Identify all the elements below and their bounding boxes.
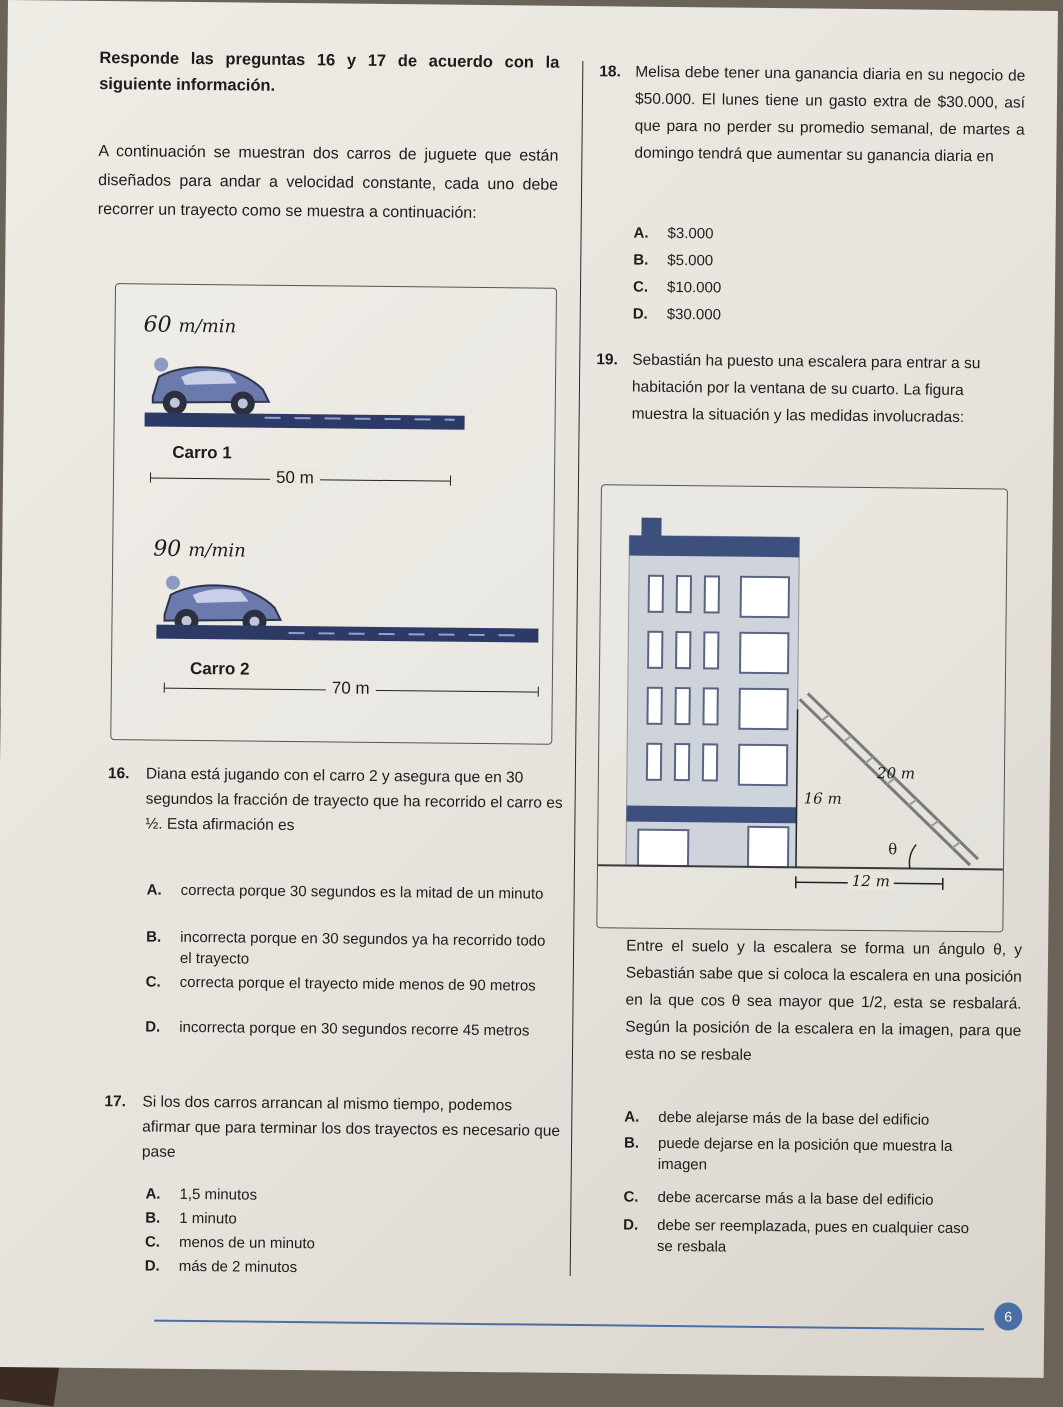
q19-option-d[interactable]: D. debe ser reemplazada, pues en cualquier caso se resbala xyxy=(623,1215,1023,1261)
q19-number: 19. xyxy=(596,346,618,373)
question-17 xyxy=(105,1089,565,1094)
car2-dim-tick-right xyxy=(538,687,539,697)
car2-label: Carro 2 xyxy=(190,659,250,680)
car1-distance: 50 m xyxy=(270,468,320,489)
q18-option-b[interactable]: B. $5.000 xyxy=(633,250,713,272)
cars-figure xyxy=(110,283,557,745)
q17-number: 17. xyxy=(104,1089,126,1114)
q16-option-c[interactable]: C. correcta porque el trayecto mide menos de 90 metros xyxy=(146,971,556,996)
car1-label: Carro 1 xyxy=(172,443,232,464)
q19-stem: Sebastián ha puesto una escalera para entrar a su habitación por la ventana de su cuarto. La figura muestra la situación y las medidas involucradas: xyxy=(632,347,1023,432)
q19-continuation: Entre el suelo y la escalera se forma un ángulo θ, y Sebastián sabe que si coloca la escalera en una posición en la que cos θ sea mayor que 1/2, esta se resbalará. Según la posición de la escalera en la imagen, para que esta no se resbale xyxy=(625,933,1022,1072)
intro-heading: Responde las preguntas 16 y 17 de acuerdo con la siguiente información. xyxy=(99,45,560,102)
q19-option-a[interactable]: A. debe alejarse más de la base del edificio xyxy=(624,1107,1024,1132)
q18-stem: Melisa debe tener una ganancia diaria en su negocio de $50.000. El lunes tiene un gasto extra de $30.000, así que para no perder su promedio semanal, de martes a domingo tendrá que aumentar su ganancia diaria en xyxy=(634,59,1025,171)
car2-speed-value: 90 xyxy=(153,537,181,562)
q17-option-a[interactable]: A. 1,5 minutos xyxy=(145,1184,257,1206)
height-label: 16 m xyxy=(804,789,842,807)
car1-icon xyxy=(145,354,276,417)
car2-distance: 70 m xyxy=(326,678,376,699)
q18-option-c[interactable]: C. $10.000 xyxy=(633,277,721,299)
ladder-figure xyxy=(596,484,1008,932)
q18-number: 18. xyxy=(599,58,621,85)
car1-speed xyxy=(143,312,236,338)
q16-option-d[interactable]: D. incorrecta porque en 30 segundos recorre 45 metros xyxy=(145,1016,555,1041)
car1-road xyxy=(145,412,465,429)
footer-line xyxy=(154,1320,984,1331)
column-divider xyxy=(570,61,584,1276)
q17-option-c[interactable]: C. menos de un minuto xyxy=(145,1232,315,1255)
car1-speed-value: 60 xyxy=(143,312,171,337)
q16-number: 16. xyxy=(108,761,130,786)
q17-option-d[interactable]: D. más de 2 minutos xyxy=(145,1256,298,1279)
angle-label: θ xyxy=(888,840,897,858)
building-ladder-drawing xyxy=(597,485,1007,931)
q16-option-b[interactable]: B. incorrecta porque en 30 segundos ya ha recorrido todo el trayecto xyxy=(146,926,556,972)
q16-option-a[interactable]: A. correcta porque 30 segundos es la mitad de un minuto xyxy=(147,880,557,905)
question-19 xyxy=(596,346,1028,351)
q18-option-a[interactable]: A. $3.000 xyxy=(633,223,713,245)
car2-speed xyxy=(153,537,246,563)
ladder-length-label: 20 m xyxy=(877,764,915,782)
car1-speed-unit: m/min xyxy=(178,316,236,338)
question-18 xyxy=(599,58,1031,63)
q18-option-d[interactable]: D. $30.000 xyxy=(633,304,721,326)
car2-speed-unit: m/min xyxy=(188,540,246,562)
q19-option-c[interactable]: C. debe acercarse más a la base del edificio xyxy=(623,1187,1023,1212)
q17-option-b[interactable]: B. 1 minuto xyxy=(145,1208,237,1230)
q19-option-b[interactable]: B. puede dejarse en la posición que muestra la imagen xyxy=(624,1133,1024,1179)
page-number: 6 xyxy=(994,1302,1022,1330)
q17-stem: Si los dos carros arrancan al mismo tiempo, podemos afirmar que para terminar los dos trayectos es necesario que pase xyxy=(142,1089,563,1168)
q16-stem: Diana está jugando con el carro 2 y asegura que en 30 segundos la fracción de trayecto que ha recorrido el carro es ½. Esta afirmación es xyxy=(145,761,566,840)
intro-body: A continuación se muestran dos carros de juguete que están diseñados para andar a velocidad constante, cada uno debe recorrer un trayecto como se muestra a continuación: xyxy=(98,137,559,229)
car1-dim-tick-right xyxy=(450,476,451,486)
question-16 xyxy=(108,761,568,766)
base-label: 12 m xyxy=(848,872,894,890)
